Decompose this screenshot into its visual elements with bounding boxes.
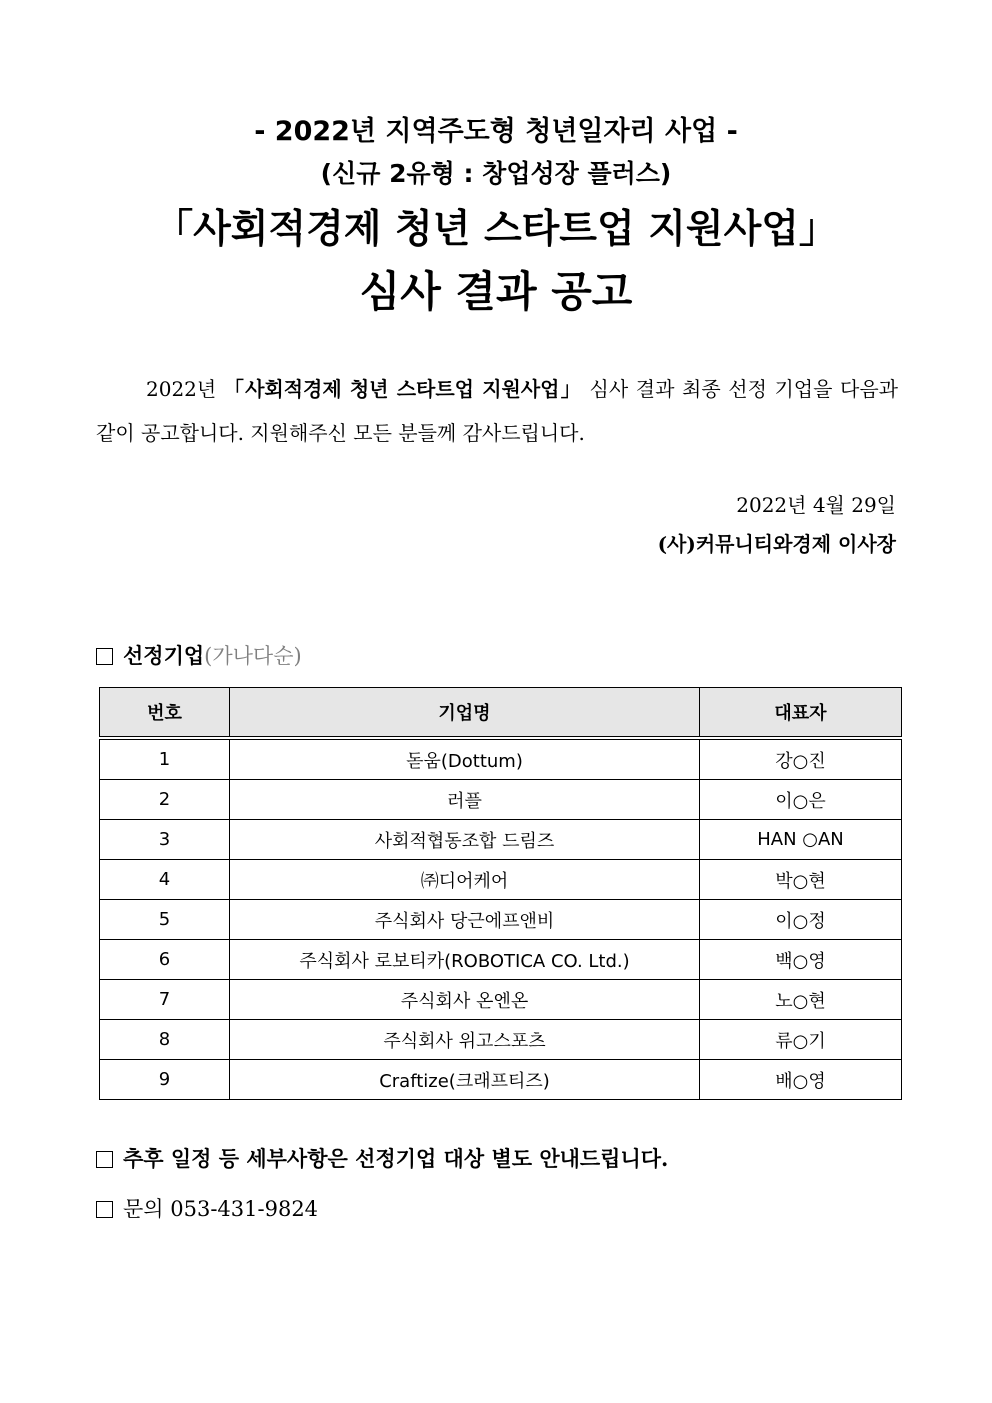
- row-representative: 노○현: [700, 980, 902, 1020]
- row-number: 6: [100, 940, 230, 980]
- row-representative: 배○영: [700, 1060, 902, 1100]
- table-row: [100, 1060, 902, 1100]
- row-representative: 이○정: [700, 900, 902, 940]
- row-number: 7: [100, 980, 230, 1020]
- table-row: [100, 860, 902, 900]
- issuer-name: (사)커뮤니티와경제 이사장: [657, 532, 896, 556]
- checkbox-icon: [96, 1151, 113, 1168]
- intro-prefix: 2022년: [146, 377, 224, 401]
- row-company: 주식회사 로보티카(ROBOTICA CO. Ltd.): [230, 940, 700, 980]
- table-row: [100, 900, 902, 940]
- table-row: [100, 738, 902, 780]
- intro-program-name: 「사회적경제 청년 스타트업 지원사업」: [223, 377, 582, 401]
- row-representative: 박○현: [700, 860, 902, 900]
- row-representative: 류○기: [700, 1020, 902, 1060]
- selection-heading: [96, 640, 302, 672]
- selection-table: [99, 687, 902, 1100]
- row-company: ㈜디어케어: [230, 860, 700, 900]
- project-title: 「사회적경제 청년 스타트업 지원사업」: [154, 207, 838, 252]
- program-title: - 2022년 지역주도형 청년일자리 사업 -: [254, 116, 738, 147]
- table-row: [100, 780, 902, 820]
- column-header-number: 번호: [100, 688, 230, 739]
- followup-note-text: 추후 일정 등 세부사항은 선정기업 대상 별도 안내드립니다.: [123, 1146, 669, 1171]
- row-company: 돋움(Dottum): [230, 738, 700, 780]
- row-representative: 강○진: [700, 738, 902, 780]
- row-number: 5: [100, 900, 230, 940]
- row-company: 주식회사 위고스포츠: [230, 1020, 700, 1060]
- column-header-representative: 대표자: [700, 688, 902, 739]
- notice-date: 2022년 4월 29일: [736, 493, 896, 517]
- row-number: 1: [100, 738, 230, 780]
- program-type: (신규 2유형 : 창업성장 플러스): [320, 159, 672, 188]
- row-representative: HAN ○AN: [700, 820, 902, 860]
- row-number: 3: [100, 820, 230, 860]
- row-company: 사회적협동조합 드림즈: [230, 820, 700, 860]
- intro-paragraph: [96, 367, 898, 455]
- checkbox-icon: [96, 1201, 113, 1218]
- table-row: [100, 980, 902, 1020]
- contact-note-text: 문의 053-431-9824: [123, 1197, 319, 1221]
- table-header-row: [100, 688, 902, 739]
- row-company: Craftize(크래프티즈): [230, 1060, 700, 1100]
- intro-suffix: 심사 결과 최종 선정 기업을 다음과 같이 공고합니다. 지원해주신 모든 분들께 감사드립니다.: [96, 377, 899, 445]
- row-company: 러플: [230, 780, 700, 820]
- row-number: 4: [100, 860, 230, 900]
- followup-note: [96, 1143, 668, 1175]
- table-row: [100, 820, 902, 860]
- column-header-company: 기업명: [230, 688, 700, 739]
- row-number: 2: [100, 780, 230, 820]
- table-row: [100, 940, 902, 980]
- table-row: [100, 1020, 902, 1060]
- checkbox-icon: [96, 648, 113, 665]
- notice-title: 심사 결과 공고: [359, 267, 633, 316]
- row-number: 9: [100, 1060, 230, 1100]
- row-company: 주식회사 온엔온: [230, 980, 700, 1020]
- row-company: 주식회사 당근에프앤비: [230, 900, 700, 940]
- selection-heading-note: (가나다순): [204, 644, 302, 668]
- row-number: 8: [100, 1020, 230, 1060]
- row-representative: 백○영: [700, 940, 902, 980]
- selection-heading-label: 선정기업: [123, 643, 205, 668]
- contact-note: [96, 1193, 318, 1225]
- row-representative: 이○은: [700, 780, 902, 820]
